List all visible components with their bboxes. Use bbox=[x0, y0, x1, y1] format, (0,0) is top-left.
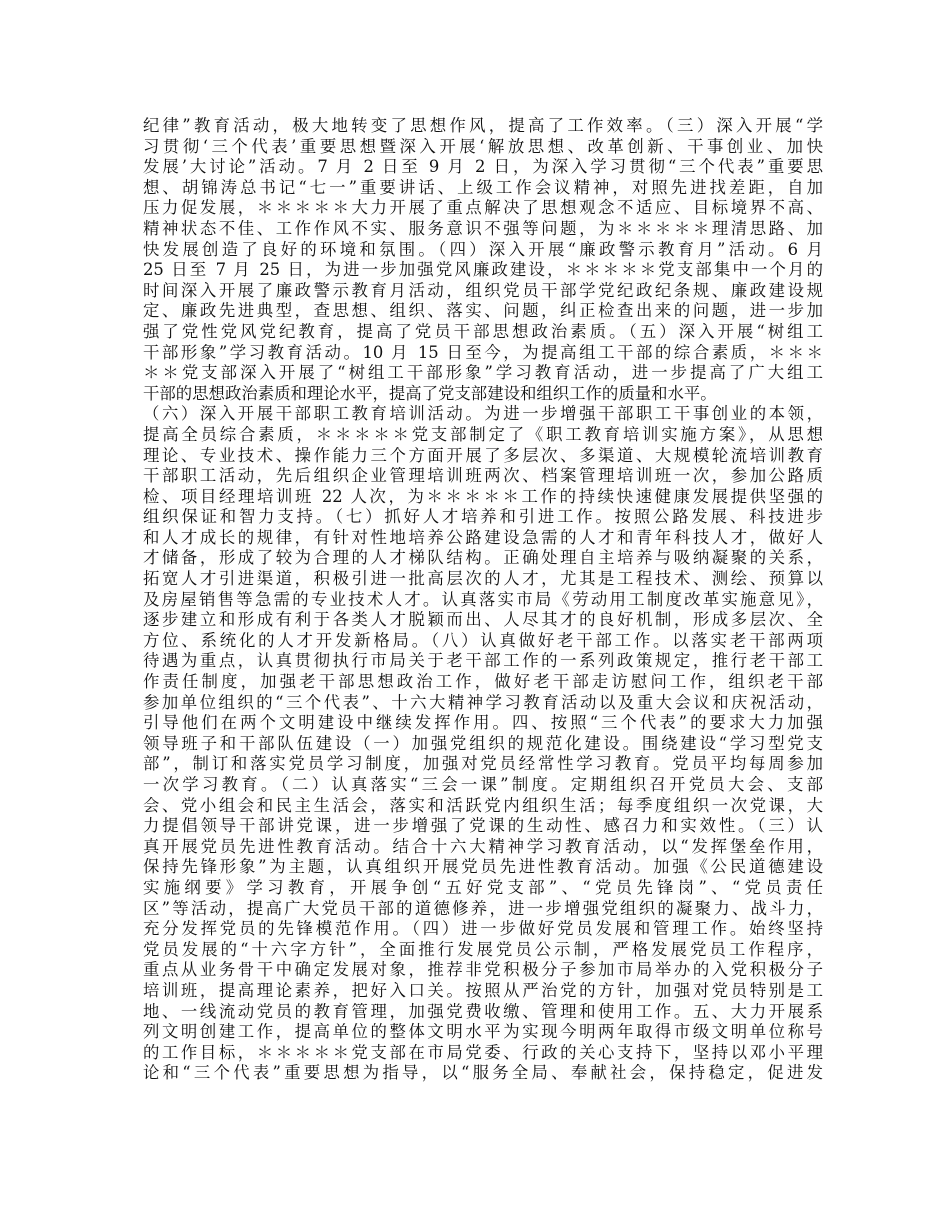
text-line: 发展’大讨论”活动。7 月 2 日至 9 月 2 日，为深入学习贯彻“三个代表”重要思 bbox=[143, 157, 823, 177]
text-line: 实施纲要》学习教育，开展争创“五好党支部”、“党员先锋岗”、“党员责任 bbox=[143, 877, 823, 897]
text-line: 理论、专业技术、操作能力三个方面开展了多层次、多渠道、大规模轮流培训教育 bbox=[143, 445, 823, 465]
text-line: 25 日至 7 月 25 日，为进一步加强党风廉政建设，＊＊＊＊＊党支部集中一个月的 bbox=[143, 260, 823, 280]
text-line: 的工作目标，＊＊＊＊＊党支部在市局党委、行政的关心支持下，坚持以邓小平理 bbox=[143, 1042, 823, 1062]
text-line: 检、项目经理培训班 22 人次，为＊＊＊＊＊工作的持续快速健康发展提供坚强的 bbox=[143, 486, 823, 506]
text-line: 方位、系统化的人才开发新格局。（八）认真做好老干部工作。以落实老干部两项 bbox=[143, 630, 823, 650]
text-line: 和人才成长的规律，有针对性地培养公路建设急需的人才和青年科技人才，做好人 bbox=[143, 527, 823, 547]
text-line: 干部形象”学习教育活动。10 月 15 日至今，为提高组工干部的综合素质，＊＊＊ bbox=[143, 342, 823, 362]
text-line: 地、一线流动党员的教育管理，加强党费收缴、管理和使用工作。五、大力开展系 bbox=[143, 1001, 823, 1021]
text-line: 一次学习教育。（二）认真落实“三会一课”制度。定期组织召开党员大会、支部 bbox=[143, 775, 823, 794]
text-line: 纪律”教育活动，极大地转变了思想作风，提高了工作效率。（三）深入开展“学 bbox=[143, 116, 823, 135]
text-line: 区”等活动，提高广大党员干部的道德修养，进一步增强党组织的凝聚力、战斗力， bbox=[143, 898, 823, 918]
text-line: 保持先锋形象”为主题，认真组织开展党员先进性教育活动。加强《公民道德建设 bbox=[143, 857, 823, 877]
text-line: 逐步建立和形成有利于各类人才脱颖而出、人尽其才的良好机制，形成多层次、全 bbox=[143, 610, 823, 630]
text-line: 会、党小组会和民主生活会，落实和活跃党内组织生活；每季度组织一次党课，大 bbox=[143, 795, 823, 815]
text-line: 培训班，提高理论素养，把好入口关。按照从严治党的方针，加强对党员特别是工 bbox=[143, 980, 823, 1000]
text-line: 想、胡锦涛总书记“七一”重要讲话、上级工作会议精神，对照先进找差距，自加 bbox=[143, 177, 823, 197]
text-line: 提高全员综合素质，＊＊＊＊＊党支部制定了《职工教育培训实施方案》，从思想 bbox=[143, 424, 823, 444]
text-line: 充分发挥党员的先锋模范作用。（四）进一步做好党员发展和管理工作。始终坚持 bbox=[143, 919, 823, 939]
text-line: 引导他们在两个文明建设中继续发挥作用。四、按照“三个代表”的要求大力加强 bbox=[143, 713, 823, 733]
text-line: 组织保证和智力支持。（七）抓好人才培养和引进工作。按照公路发展、科技进步 bbox=[143, 507, 823, 527]
text-line: 压力促发展，＊＊＊＊＊大力开展了重点解决了思想观念不适应、目标境界不高、 bbox=[143, 198, 823, 218]
text-line: 参加单位组织的“三个代表”、十六大精神学习教育活动以及重大会议和庆祝活动， bbox=[143, 692, 823, 712]
text-line: 干部的思想政治素质和理论水平，提高了党支部建设和组织工作的质量和水平。 bbox=[143, 383, 717, 403]
text-line: 才储备，形成了较为合理的人才梯队结构。正确处理自主培养与吸纳凝聚的关系， bbox=[143, 548, 823, 568]
text-line: 及房屋销售等急需的专业技术人才。认真落实市局《劳动用工制度改革实施意见》， bbox=[143, 589, 823, 609]
text-line: 列文明创建工作，提高单位的整体文明水平为实现今明两年取得市级文明单位称号 bbox=[143, 1022, 823, 1042]
text-line: 快发展创造了良好的环境和氛围。（四）深入开展“廉政警示教育月”活动。6 月 bbox=[143, 239, 823, 259]
text-line: 作责任制度，加强老干部思想政治工作，做好老干部走访慰问工作，组织老干部 bbox=[143, 672, 823, 692]
text-line: 拓宽人才引进渠道，积极引进一批高层次的人才，尤其是工程技术、测绘、预算以 bbox=[143, 569, 823, 589]
text-line: 力提倡领导干部讲党课，进一步增强了党课的生动性、感召力和实效性。（三）认 bbox=[143, 816, 823, 836]
text-line: 干部职工活动，先后组织企业管理培训班两次、档案管理培训班一次，参加公路质 bbox=[143, 466, 823, 486]
text-line: 论和“三个代表”重要思想为指导，以“服务全局、奉献社会，保持稳定，促进发 bbox=[143, 1063, 823, 1083]
text-line: 重点从业务骨干中确定发展对象，推荐非党积极分子参加市局举办的入党积极分子 bbox=[143, 960, 823, 980]
text-line: 领导班子和干部队伍建设（一）加强党组织的规范化建设。围绕建设“学习型党支 bbox=[143, 733, 823, 753]
body-text bbox=[143, 116, 823, 1084]
text-line: 待遇为重点，认真贯彻执行市局关于老干部工作的一系列政策规定，推行老干部工 bbox=[143, 651, 823, 671]
text-line: （六）深入开展干部职工教育培训活动。为进一步增强干部职工干事创业的本领， bbox=[143, 404, 823, 424]
text-line: 时间深入开展了廉政警示教育月活动，组织党员干部学党纪政纪条规、廉政建设规 bbox=[143, 280, 823, 300]
text-line: 精神状态不佳、工作作风不实、服务意识不强等问题，为＊＊＊＊＊理清思路、加 bbox=[143, 218, 823, 238]
text-line: 党员发展的“十六字方针”，全面推行发展党员公示制，严格发展党员工作程序， bbox=[143, 939, 823, 959]
text-line: 强了党性党风党纪教育，提高了党员干部思想政治素质。（五）深入开展“树组工 bbox=[143, 321, 823, 341]
text-line: 定、廉政先进典型，查思想、组织、落实、问题，纠正检查出来的问题，进一步加 bbox=[143, 301, 823, 321]
text-line: 真开展党员先进性教育活动。结合十六大精神学习教育活动，以“发挥堡垒作用， bbox=[143, 836, 823, 856]
text-line: ＊＊党支部深入开展了“树组工干部形象”学习教育活动，进一步提高了广大组工 bbox=[143, 363, 823, 383]
text-line: 习贯彻‘三个代表’重要思想暨深入开展‘解放思想、改革创新、干事创业、加快 bbox=[143, 136, 823, 156]
text-line: 部”，制订和落实党员学习制度，加强对党员经常性学习教育。党员平均每周参加 bbox=[143, 754, 823, 774]
